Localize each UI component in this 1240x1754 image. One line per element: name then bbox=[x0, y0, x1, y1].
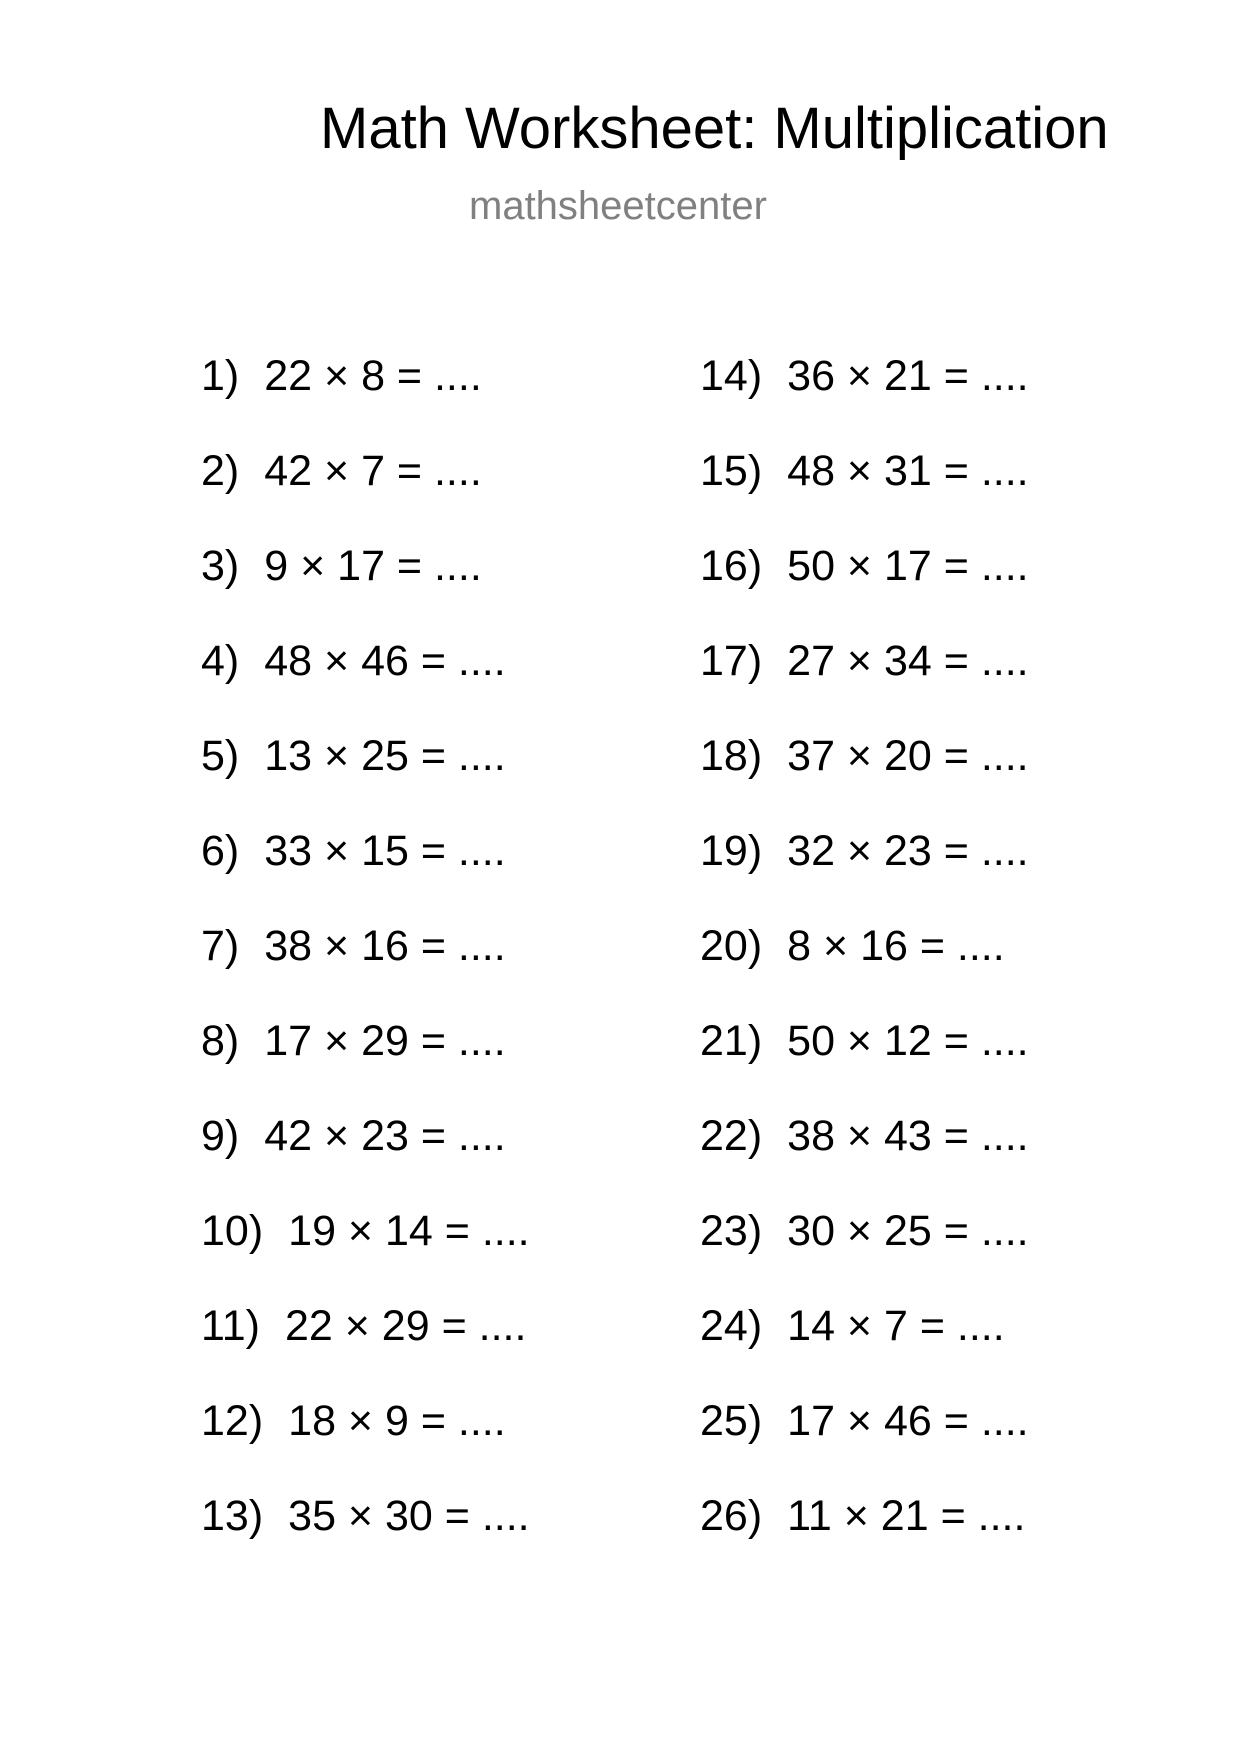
problem-expression: 17 × 46 = .... bbox=[787, 1397, 1029, 1445]
problem-expression: 48 × 31 = .... bbox=[787, 447, 1029, 495]
problem-expression: 42 × 23 = .... bbox=[264, 1112, 506, 1160]
problems-right-column bbox=[700, 352, 1029, 1590]
problem-item bbox=[700, 1492, 1029, 1590]
problem-item bbox=[700, 1302, 1029, 1400]
problem-item bbox=[201, 1207, 530, 1305]
problem-expression: 22 × 29 = .... bbox=[284, 1302, 527, 1350]
problem-number: 21) bbox=[700, 1017, 763, 1065]
problem-expression: 37 × 20 = .... bbox=[787, 732, 1029, 780]
problem-item bbox=[700, 352, 1029, 450]
problem-number: 2) bbox=[201, 447, 240, 495]
problem-item bbox=[201, 1397, 530, 1495]
problem-number: 11) bbox=[201, 1302, 260, 1350]
problem-item bbox=[201, 732, 530, 830]
problem-item bbox=[700, 1207, 1029, 1305]
problem-number: 4) bbox=[201, 637, 240, 685]
problem-item bbox=[201, 922, 530, 1020]
problem-expression: 32 × 23 = .... bbox=[787, 827, 1029, 875]
problem-item bbox=[201, 1302, 530, 1400]
problem-expression: 18 × 9 = .... bbox=[288, 1397, 506, 1445]
problem-item bbox=[201, 827, 530, 925]
problem-number: 10) bbox=[201, 1207, 264, 1255]
problem-item bbox=[700, 827, 1029, 925]
problem-number: 6) bbox=[201, 827, 240, 875]
problem-expression: 19 × 14 = .... bbox=[288, 1207, 530, 1255]
problem-expression: 38 × 16 = .... bbox=[264, 922, 506, 970]
problem-item bbox=[700, 447, 1029, 545]
problem-item bbox=[700, 922, 1029, 1020]
problems-left-column bbox=[201, 352, 530, 1590]
problem-expression: 9 × 17 = .... bbox=[264, 542, 482, 590]
problem-number: 22) bbox=[700, 1112, 763, 1160]
problem-expression: 22 × 8 = .... bbox=[264, 352, 482, 400]
problem-item bbox=[201, 352, 530, 450]
problem-expression: 35 × 30 = .... bbox=[288, 1492, 530, 1540]
problem-item bbox=[700, 1397, 1029, 1495]
problem-number: 13) bbox=[201, 1492, 264, 1540]
problem-number: 3) bbox=[201, 542, 240, 590]
problem-number: 12) bbox=[201, 1397, 264, 1445]
problem-item bbox=[201, 542, 530, 640]
problem-number: 7) bbox=[201, 922, 240, 970]
problem-number: 8) bbox=[201, 1017, 240, 1065]
problem-expression: 48 × 46 = .... bbox=[264, 637, 506, 685]
problem-item bbox=[201, 447, 530, 545]
problem-item bbox=[700, 1017, 1029, 1115]
problem-number: 5) bbox=[201, 732, 240, 780]
problem-expression: 8 × 16 = .... bbox=[787, 922, 1005, 970]
problem-number: 15) bbox=[700, 447, 763, 495]
problem-item bbox=[201, 637, 530, 735]
problem-number: 25) bbox=[700, 1397, 763, 1445]
problem-number: 19) bbox=[700, 827, 763, 875]
problem-expression: 50 × 17 = .... bbox=[787, 542, 1029, 590]
worksheet-subtitle: mathsheetcenter bbox=[469, 184, 767, 228]
problem-number: 1) bbox=[201, 352, 240, 400]
worksheet-title: Math Worksheet: Multiplication bbox=[320, 96, 1109, 161]
problem-number: 24) bbox=[700, 1302, 763, 1350]
problem-number: 18) bbox=[700, 732, 763, 780]
problem-expression: 38 × 43 = .... bbox=[787, 1112, 1029, 1160]
problem-expression: 11 × 21 = .... bbox=[787, 1492, 1026, 1540]
problem-expression: 30 × 25 = .... bbox=[787, 1207, 1029, 1255]
problem-number: 20) bbox=[700, 922, 763, 970]
problem-item bbox=[700, 1112, 1029, 1210]
problem-number: 23) bbox=[700, 1207, 763, 1255]
problem-expression: 27 × 34 = .... bbox=[787, 637, 1029, 685]
problem-number: 16) bbox=[700, 542, 763, 590]
problem-number: 9) bbox=[201, 1112, 240, 1160]
problem-number: 26) bbox=[700, 1492, 763, 1540]
problem-expression: 42 × 7 = .... bbox=[264, 447, 482, 495]
problem-expression: 33 × 15 = .... bbox=[264, 827, 506, 875]
problem-item bbox=[201, 1492, 530, 1590]
problem-expression: 36 × 21 = .... bbox=[787, 352, 1029, 400]
problem-expression: 13 × 25 = .... bbox=[264, 732, 506, 780]
problem-number: 17) bbox=[700, 637, 763, 685]
problem-item bbox=[201, 1112, 530, 1210]
problem-number: 14) bbox=[700, 352, 763, 400]
problem-item bbox=[201, 1017, 530, 1115]
problem-expression: 50 × 12 = .... bbox=[787, 1017, 1029, 1065]
problem-item bbox=[700, 542, 1029, 640]
problem-item bbox=[700, 637, 1029, 735]
problem-expression: 14 × 7 = .... bbox=[787, 1302, 1005, 1350]
problem-item bbox=[700, 732, 1029, 830]
problem-expression: 17 × 29 = .... bbox=[264, 1017, 506, 1065]
